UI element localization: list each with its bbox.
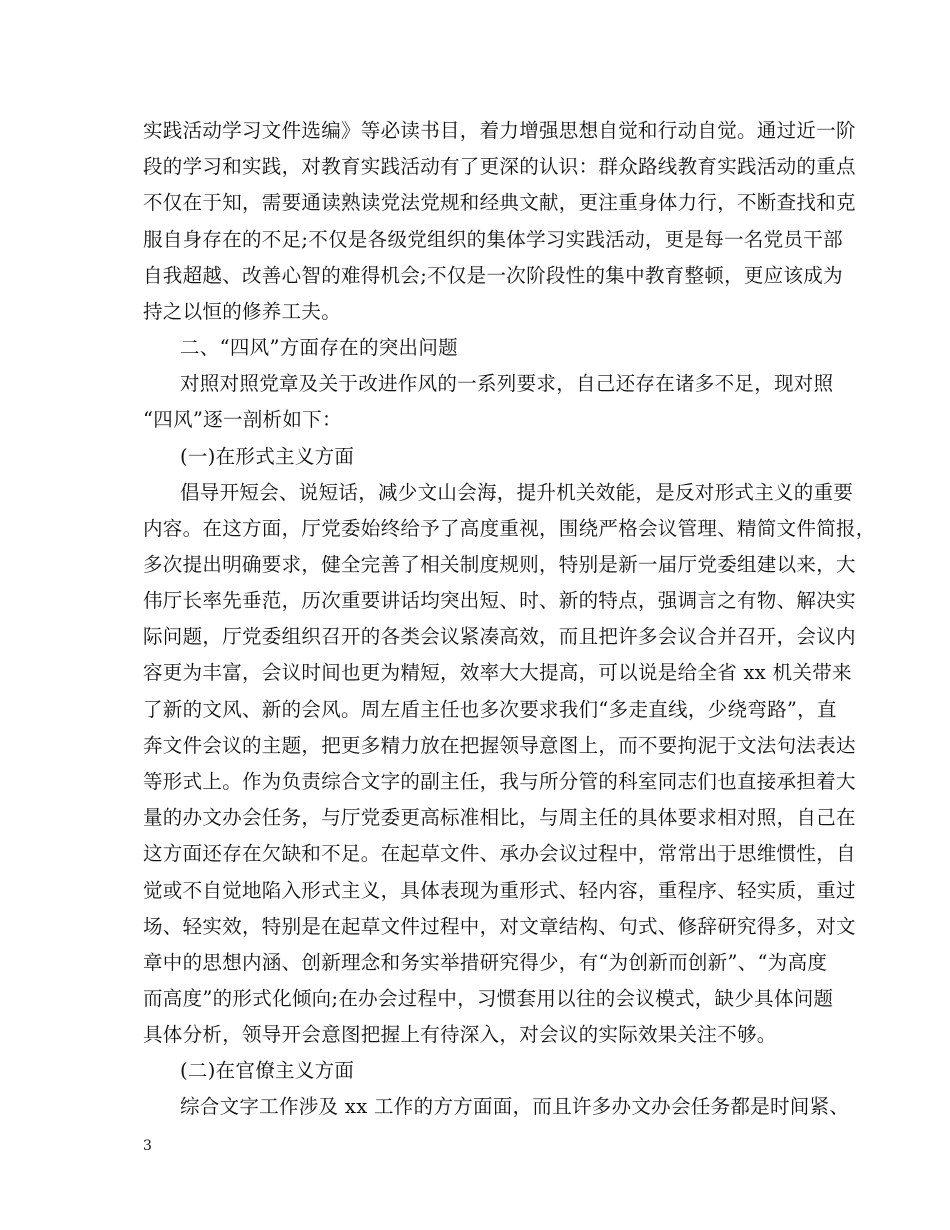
body-line: 具体分析，领导开会意图把握上有待深入，对会议的实际效果关注不够。 (143, 1023, 777, 1046)
body-line: 章中的思想内涵、创新理念和务实举措研究得少，有“为创新而创新”、“为高度 (143, 951, 828, 974)
body-line: 自我超越、改善心智的难得机会;不仅是一次阶段性的集中教育整顿，更应该成为 (143, 264, 843, 287)
body-line: 实践活动学习文件选编》等必读书目，着力增强思想自觉和行动自觉。通过近一阶 (143, 119, 856, 142)
body-line: 对照对照党章及关于改进作风的一系列要求，自己还存在诸多不足，现对照 (180, 372, 834, 395)
body-line: 容更为丰富，会议时间也更为精短，效率大大提高，可以说是给全省 xx 机关带来 (143, 661, 852, 684)
body-line: 等形式上。作为负责综合文字的副主任，我与所分管的科室同志们也直接承担着大 (143, 770, 856, 793)
page-number: 3 (143, 1138, 152, 1154)
subsection-heading: (一)在形式主义方面 (180, 445, 355, 468)
body-line: 倡导开短会、说短话，减少文山会海，提升机关效能，是反对形式主义的重要 (180, 481, 854, 504)
body-line: 量的办文办会任务，与厅党委更高标准相比，与周主任的具体要求相对照，自己在 (143, 806, 856, 829)
subsection-heading: (二)在官僚主义方面 (180, 1059, 355, 1082)
body-line: 了新的文风、新的会风。周左盾主任也多次要求我们“多走直线，少绕弯路”，直 (143, 698, 837, 721)
body-line: 多次提出明确要求，健全完善了相关制度规则，特别是新一届厅党委组建以来，大 (143, 553, 856, 576)
body-line: 场、轻实效，特别是在起草文件过程中，对文章结构、句式、修辞研究得多，对文 (143, 915, 856, 938)
body-line: 段的学习和实践，对教育实践活动有了更深的认识：群众路线教育实践活动的重点 (143, 155, 856, 178)
body-line: 服自身存在的不足;不仅是各级党组织的集体学习实践活动，更是每一名党员干部 (143, 228, 843, 251)
body-line: 不仅在于知，需要通读熟读党法党规和经典文献，更注重身体力行，不断查找和克 (143, 191, 856, 214)
body-line: 觉或不自觉地陷入形式主义，具体表现为重形式、轻内容，重程序、轻实质，重过 (143, 879, 856, 902)
body-line: 持之以恒的修养工夫。 (143, 300, 342, 323)
section-heading: 二、“四风”方面存在的突出问题 (180, 336, 458, 359)
body-line: “四风”逐一剖析如下： (143, 408, 342, 431)
body-line: 奔文件会议的主题，把更多精力放在把握领导意图上，而不要拘泥于文法句法表达 (143, 734, 856, 757)
body-line: 内容。在这方面，厅党委始终给予了高度重视，围绕严格会议管理、精简文件简报， (143, 517, 876, 540)
body-line: 伟厅长率先垂范，历次重要讲话均突出短、时、新的特点，强调言之有物、解决实 (143, 589, 856, 612)
body-line: 而高度”的形式化倾向;在办会过程中，习惯套用以往的会议模式，缺少具体问题 (143, 987, 834, 1010)
body-line: 这方面还存在欠缺和不足。在起草文件、承办会议过程中，常常出于思维惯性，自 (143, 842, 856, 865)
body-line: 综合文字工作涉及 xx 工作的方方面面，而且许多办文办会任务都是时间紧、 (180, 1095, 850, 1118)
body-line: 际问题，厅党委组织召开的各类会议紧凑高效，而且把许多会议合并召开，会议内 (143, 625, 856, 648)
